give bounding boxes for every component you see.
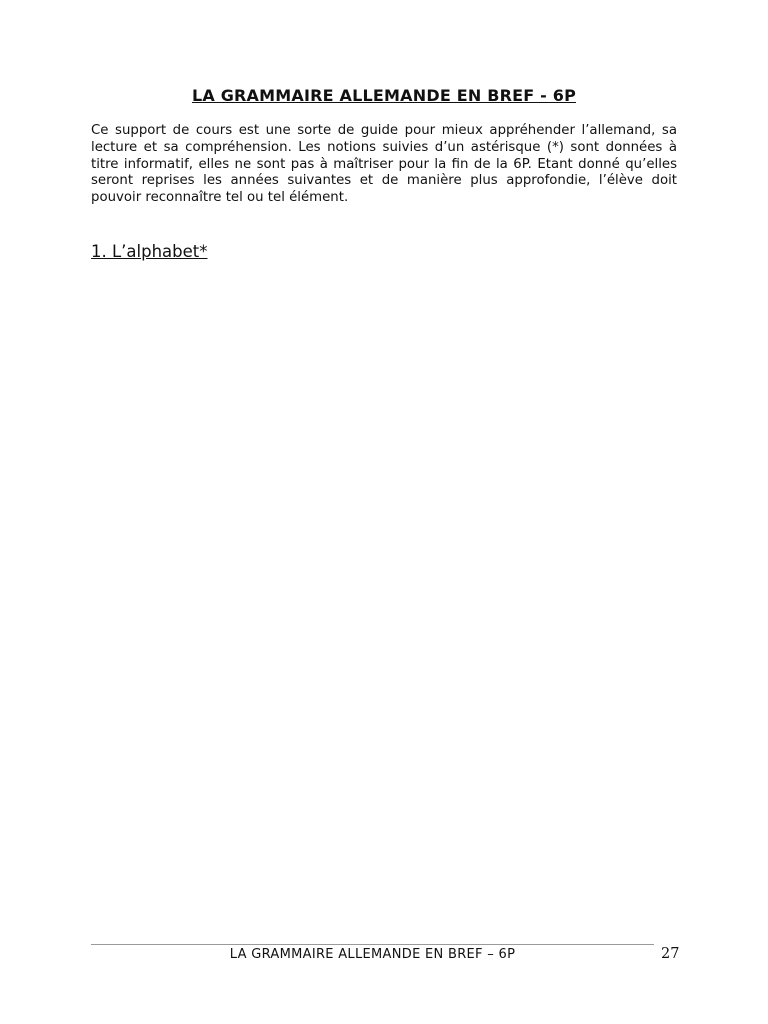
- intro-paragraph: Ce support de cours est une sorte de guide pour mieux appréhender l’allemand, sa lecture et sa compréhension. Les notions suivies d’un astérisque (*) sont données à titre informatif, elles ne sont pas à maîtriser pour la fin de la 6P. Etant donné qu’elles seront reprises les années suivantes et de manière plus approfondie, l’élève doit pouvoir reconnaître tel ou tel élément.: [91, 123, 677, 206]
- footer-divider: [91, 944, 654, 945]
- document-title: LA GRAMMAIRE ALLEMANDE EN BREF - 6P: [191, 86, 577, 105]
- footer-title: LA GRAMMAIRE ALLEMANDE EN BREF – 6P: [229, 947, 516, 962]
- page-number: 27: [661, 946, 680, 962]
- section-heading-alphabet: 1. L’alphabet*: [91, 242, 208, 261]
